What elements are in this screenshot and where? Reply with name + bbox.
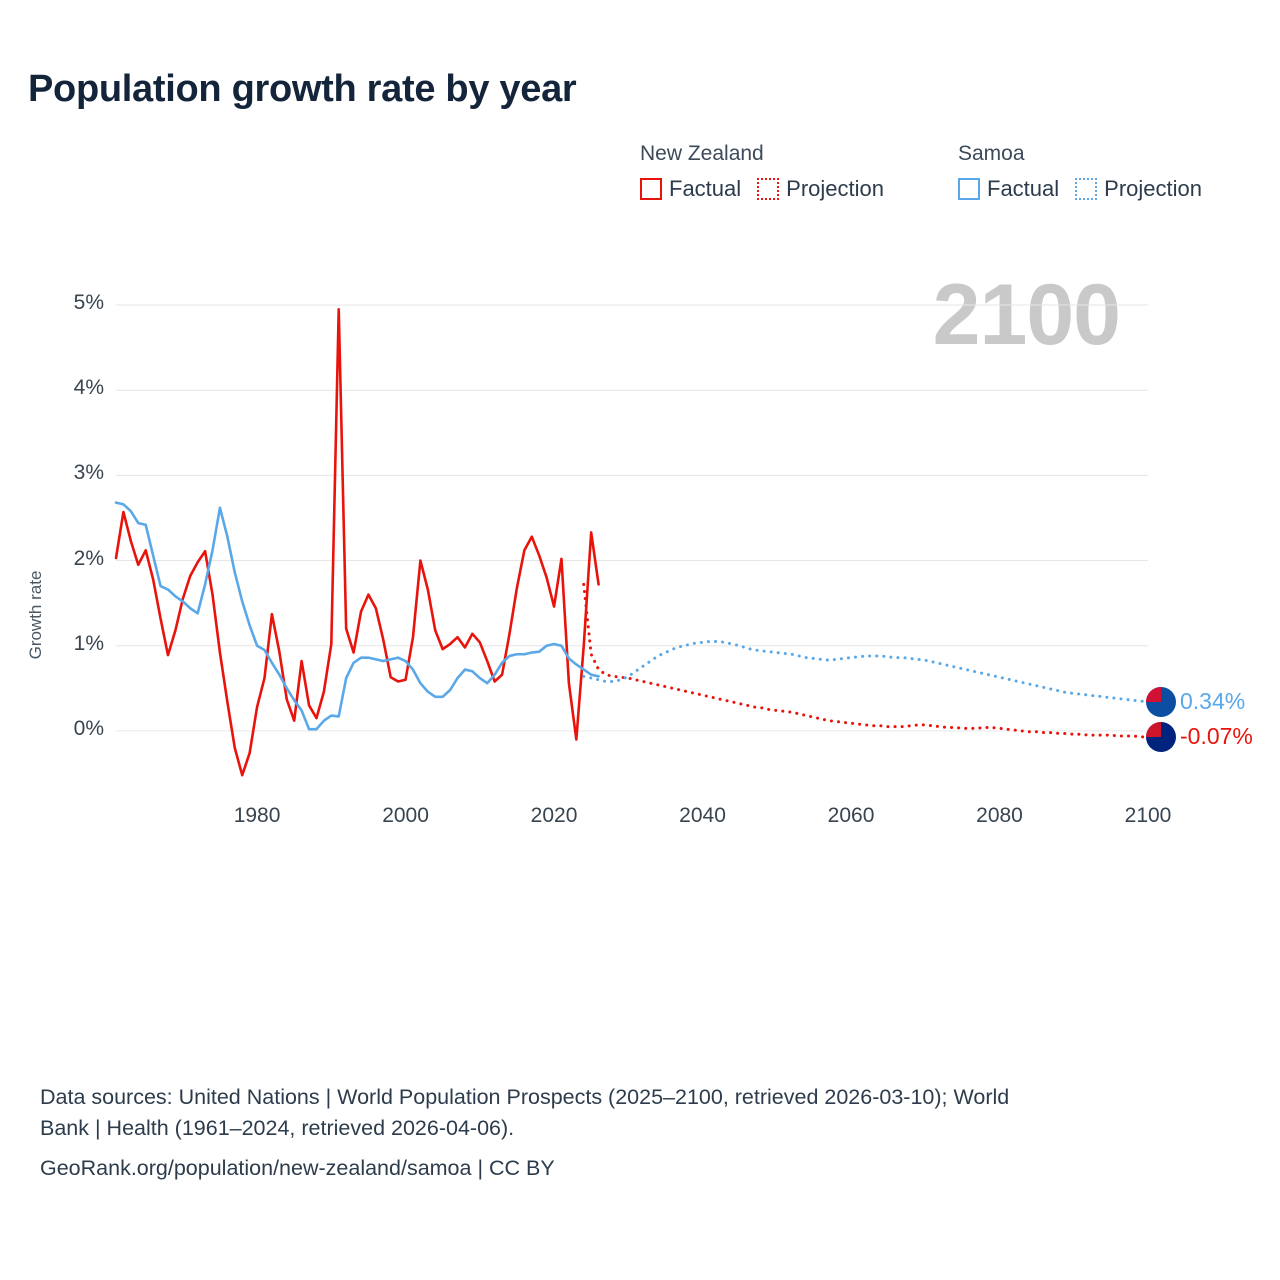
legend-label-samoa-projection: Projection [1104,176,1202,201]
legend-item-new-zealand-factual[interactable] [640,176,741,202]
chart-plot-area [0,250,1280,1050]
legend-group-title-samoa: Samoa [958,142,1025,165]
legend-swatch-dotted-blue-icon [1075,178,1097,200]
legend-label-new-zealand-factual: Factual [669,176,742,201]
samoa-end-label: 0.34% [1180,687,1246,714]
y-axis-title: Growth rate [26,570,45,660]
series-line-new-zealand-projection [584,584,1148,736]
data-sources-line-2: Bank | Health (1961–2024, retrieved 2026-04-06). [40,1115,515,1140]
legend-swatch-solid-blue-icon [958,178,980,200]
x-tick-label: 2000 [382,804,429,827]
y-tick-label: 4% [73,376,104,400]
legend-group-samoa [958,142,1202,202]
footer-link[interactable]: GeoRank.org/population/new-zealand/samoa | CC BY [40,1156,555,1181]
new-zealand-end-label: -0.07% [1180,722,1253,749]
legend-label-new-zealand-projection: Projection [786,176,884,201]
x-tick-label: 2020 [530,804,578,827]
page-title: Population growth rate by year [28,68,577,110]
x-tick-label: 2100 [1124,804,1172,827]
y-tick-label: 3% [73,461,104,485]
series-line-samoa-factual [116,503,599,730]
y-tick-label: 0% [73,716,104,740]
series-line-samoa-projection [584,641,1148,701]
y-tick-label: 5% [73,291,104,315]
x-tick-label: 2060 [827,804,875,827]
chart-canvas [0,250,1280,1050]
year-watermark: 2100 [932,267,1120,363]
y-tick-label: 2% [73,546,104,570]
chart-legend [640,142,1260,232]
footer [40,1082,1240,1184]
samoa-flag-icon [1146,687,1176,717]
y-tick-label: 1% [73,631,104,655]
legend-group-title-new-zealand: New Zealand [640,142,764,165]
x-tick-label: 2080 [976,804,1023,827]
legend-label-samoa-factual: Factual [987,176,1060,201]
legend-item-samoa-factual[interactable] [958,176,1059,202]
new-zealand-flag-icon [1146,722,1176,752]
x-tick-label: 2040 [679,804,726,827]
legend-swatch-solid-red-icon [640,178,662,200]
legend-item-new-zealand-projection[interactable] [757,176,884,202]
data-sources-line-1: Data sources: United Nations | World Population Prospects (2025–2100, retrieved 2026-03-10); World [40,1085,1010,1109]
x-tick-label: 1980 [233,804,281,827]
legend-group-new-zealand [640,142,884,202]
series-line-new-zealand-factual [116,309,599,775]
legend-swatch-dotted-red-icon [757,178,779,200]
legend-item-samoa-projection[interactable] [1075,176,1202,202]
